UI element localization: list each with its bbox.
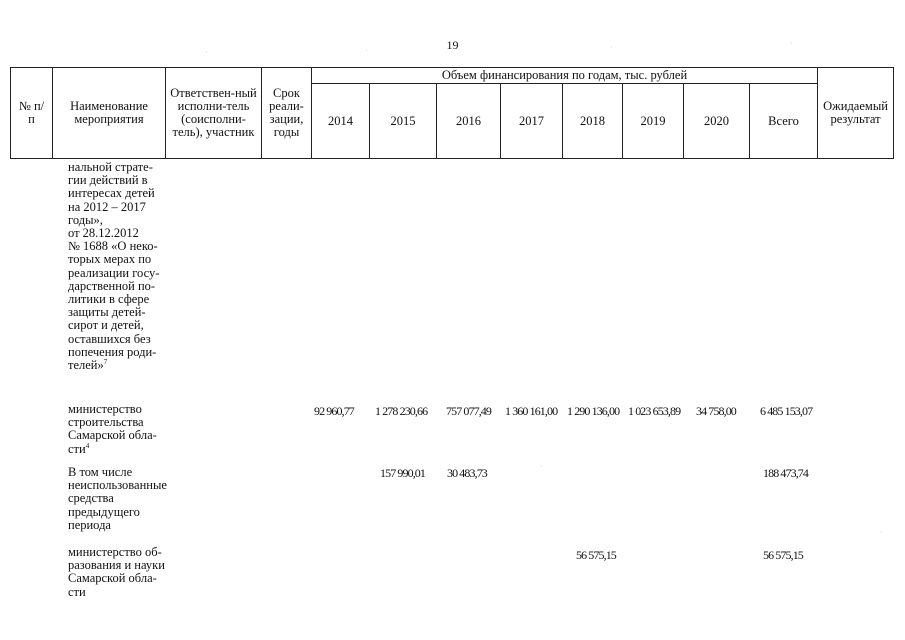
header-col-total: Всего [749,83,818,159]
row-name-line: строительства [68,415,144,430]
row-1-value-2016: 757 077,49 [446,404,492,418]
scan-speck: · [790,39,793,48]
header-col-name: Наименование мероприятия [52,67,166,159]
row-2-value-total: 188 473,74 [763,466,809,480]
row-2-name [68,466,167,532]
header-year-2014: 2014 [311,83,370,159]
continuation-line [68,359,159,372]
header-col-period: Срок реали-зации, годы [261,67,312,159]
scan-speck: · [610,43,613,52]
continuation-line: сирот и детей, [68,318,144,333]
continuation-line: реализации госу- [68,265,160,280]
continuation-line: № 1688 «О неко- [68,239,158,254]
footnote-marker: 4 [85,441,90,450]
continuation-line: защиты детей- [68,305,146,320]
continuation-line: на 2012 – 2017 [68,199,146,214]
continuation-line: гии действий в [68,173,148,188]
continuation-text [68,161,159,372]
continuation-line: оставшихся без [68,331,151,346]
header-year-2019: 2019 [622,83,684,159]
row-1-value-2014: 92 960,77 [314,404,354,418]
continuation-line: торых мерах по [68,252,152,267]
header-year-2016: 2016 [436,83,501,159]
scan-speck: · [205,48,208,57]
continuation-line: дарственной по- [68,278,156,293]
row-1-value-2020: 34 758,00 [696,404,736,418]
row-name-line: министерство [68,402,142,416]
row-name-line: разования и науки [68,558,165,573]
row-name-line: Самарской обла- [68,571,157,586]
header-year-2018: 2018 [562,83,623,159]
row-name-line: Самарской обла- [68,428,157,443]
row-1-value-2019: 1 023 653,89 [628,404,681,418]
row-3-value-total: 56 575,15 [763,548,803,562]
row-name-line: предыдущего [68,504,140,519]
row-2-value-2015: 157 990,01 [380,466,426,480]
continuation-line: нальной страте- [68,160,153,174]
header-col-number: № п/п [10,67,53,159]
scan-speck: · [365,46,368,55]
row-name-line: министерство об- [68,545,162,559]
row-name-line [68,443,157,456]
row-2-value-2016: 30 483,73 [447,466,487,480]
row-name-line: периода [68,517,111,532]
row-1-value-2018: 1 290 136,00 [567,404,620,418]
row-name-line: сти [68,584,86,599]
scan-speck: · [540,462,543,471]
row-name-line: средства [68,491,114,506]
row-1-value-total: 6 485 153,07 [760,404,813,418]
continuation-line: годы», [68,212,103,227]
continuation-line: от 28.12.2012 [68,226,139,241]
header-col-result: Ожидаемый результат [817,67,894,159]
header-year-2017: 2017 [500,83,563,159]
continuation-line: попечения роди- [68,344,157,359]
continuation-line: литики в сфере [68,292,150,307]
row-name-line: В том числе [68,465,133,479]
footnote-marker: 7 [103,357,108,366]
row-1-name [68,403,157,456]
header-year-2020: 2020 [683,83,750,159]
header-funding-group: Объем финансирования по годам, тыс. рублей [311,67,818,84]
row-1-value-2017: 1 360 161,00 [505,404,558,418]
page-number: 19 [446,38,459,52]
row-name-line: неиспользованные [68,478,167,493]
scan-speck: · [880,528,883,537]
row-3-value-2018: 56 575,15 [576,548,616,562]
header-col-executor: Ответствен-ный исполни-тель (соисполни-тель), участник [165,67,262,159]
row-1-value-2015: 1 278 230,66 [375,404,428,418]
header-year-2015: 2015 [369,83,437,159]
row-name-line-text: сти [68,441,86,456]
row-3-name [68,546,165,599]
continuation-line: интересах детей [68,186,155,201]
continuation-line-text: телей» [68,358,104,373]
